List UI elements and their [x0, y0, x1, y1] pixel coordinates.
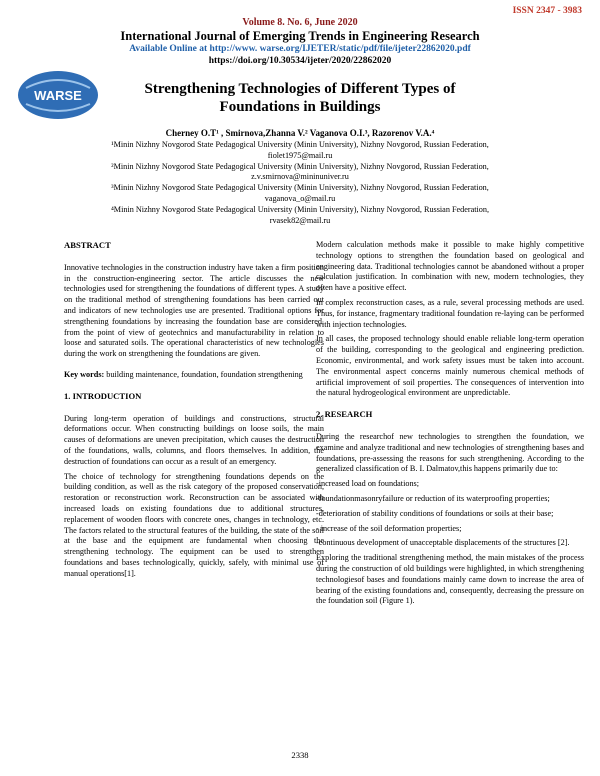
title-line-2: Foundations in Buildings [219, 99, 381, 115]
research-paragraph-1: During the researchof new technologies to strengthen the foundation, we examine and analyze traditional and new technologies of strengthening bases and foundations, pre-assessing the reasons for such strengthening. According to the generalized classification of B. I. Dalmatov,this happens primarily due to: [316, 431, 584, 474]
doi-link[interactable]: https://doi.org/10.30534/ijeter/2020/22862020 [208, 56, 392, 66]
list-item: -continuous development of unacceptable displacements of the structures [2]. [316, 538, 570, 548]
issn-label: ISSN 2347 - 3983 [512, 6, 582, 16]
authors-line: Cherney O.T¹ , Smirnova,Zhanna V.² Vaganova O.I.³, Razorenov V.A.⁴ [165, 128, 435, 138]
research-paragraph-2: Exploring the traditional strengthening method, the main mistakes of the process during the construction of old buildings were highlighted, in which strengthening technologiesof bases and foundations mainly came down to increase the area of bearing of the existing foundations and, consequently, decreasing the pressure on the foundation soil (Figure 1). [316, 553, 584, 606]
intro-paragraph-1: During long-term operation of buildings and constructions, structural deformations occur. When constructing buildings on loose soils, the main causes of deformations are uneven precipitation, which causes the destruction of the foundations, walls, columns, and floors themselves. In addition, the destruction of foundations can occur as a result of an emergency. [64, 413, 324, 466]
affiliation-1: ¹Minin Nizhny Novgorod State Pedagogical University (Minin University), Nizhny Novgorod, Russian Federation, fiolet1975@mail.ru [111, 140, 489, 160]
abstract-heading: ABSTRACT [64, 240, 111, 250]
intro-heading: 1. INTRODUCTION [64, 390, 142, 401]
keywords-text: building maintenance, foundation, foundation strengthening [104, 369, 303, 379]
affiliations [60, 140, 540, 226]
right-column [316, 240, 584, 611]
affiliation-4: ⁴Minin Nizhny Novgorod State Pedagogical University (Minin University), Nizhny Novgorod, Russian Federation, rvasek82@mail.ru [110, 204, 490, 225]
title-line-1: Strengthening Technologies of Different Types of [144, 81, 456, 97]
right-paragraph-3: In all cases, the proposed technology should enable reliable long-term operation of the building, corresponding to the geological and engineering prediction. Economic, environmental, and work safety issues must be taken into account. The environmental aspect concerns mainly numerous chemical methods of artificial improvement of soil properties. The consequences of intervention into the natural hydrogeological environment are unpredictable. [316, 334, 584, 398]
research-heading: 2. RESEARCH [316, 409, 373, 420]
left-column [64, 240, 324, 584]
keywords [64, 370, 324, 381]
right-paragraph-2: In complex reconstruction cases, as a rule, several processing methods are used. Thus, for instance, fragmentary traditional foundation re-laying can be performed with injection technologies. [316, 297, 584, 329]
intro-paragraph-2: The choice of technology for strengthening foundations depends on the building condition, as well as the risk category of the proposed conservation, restoration or reconstruction work. Reconstruction can be associated with increased loads on existing foundations due to additional structures, replacement of wooden floors with concrete ones, changes in technology, etc. The factors related to the structural features of the building, the state of the soil at the base and the equipment are fundamental when choosing the strengthening technology. The equipment can be used to strengthen foundations and bases technologically, quickly, safely, with minimal use of manual operations[1]. [64, 471, 324, 578]
list-item: - increase of the soil deformation properties; [316, 523, 462, 533]
keywords-label: Key words: [64, 369, 105, 379]
warse-logo [16, 68, 100, 122]
volume-line: Volume 8. No. 6, June 2020 [242, 17, 358, 28]
online-url[interactable]: Available Online at http://www. warse.org/IJETER/static/pdf/file/ijeter22862020.pdf [129, 44, 471, 54]
right-paragraph-1: Modern calculation methods make it possible to make highly competitive technology options to strengthen the foundation based on geological and engineering data. Traditional technologies cannot be abandoned without a proper calculation justification. In combination with new, modern technologies, they often have a positive effect. [316, 240, 584, 293]
list-item: -increased load on foundations; [316, 479, 419, 489]
affiliation-2: ²Minin Nizhny Novgorod State Pedagogical University (Minin University), Nizhny Novgorod, Russian Federation, z.v.smirnova@mininuniver.ru [111, 161, 489, 182]
journal-title: International Journal of Emerging Trends in Engineering Research [120, 29, 480, 43]
page-number: 2338 [291, 750, 309, 760]
affiliation-3: ³Minin Nizhny Novgorod State Pedagogical University (Minin University), Nizhny Novgorod, Russian Federation, vaganova_o@mail.ru [111, 183, 489, 203]
logo-text: WARSE [34, 88, 82, 103]
list-item: -deterioration of stability conditions of foundations or soils at their base; [316, 508, 554, 518]
abstract-text: Innovative technologies in the construction industry have taken a firm position in the construction-engineering sector. The article discusses the new technologies used for strengthening the foundations of different types. A study on the traditional method of strengthening foundations has been carried out and indicators of new technologies use are presented. Traditional options for strengthening foundations by increasing the foundation base are considered, from the point of view of geotechnics and manufacturability in relation to loose and saturated soils. The operational characteristics of new technologies during the work on strengthening the foundations are given. [64, 262, 324, 359]
paper-title [100, 80, 500, 116]
list-item: -foundationmasonryfailure or reduction of its waterproofing properties; [316, 493, 550, 503]
